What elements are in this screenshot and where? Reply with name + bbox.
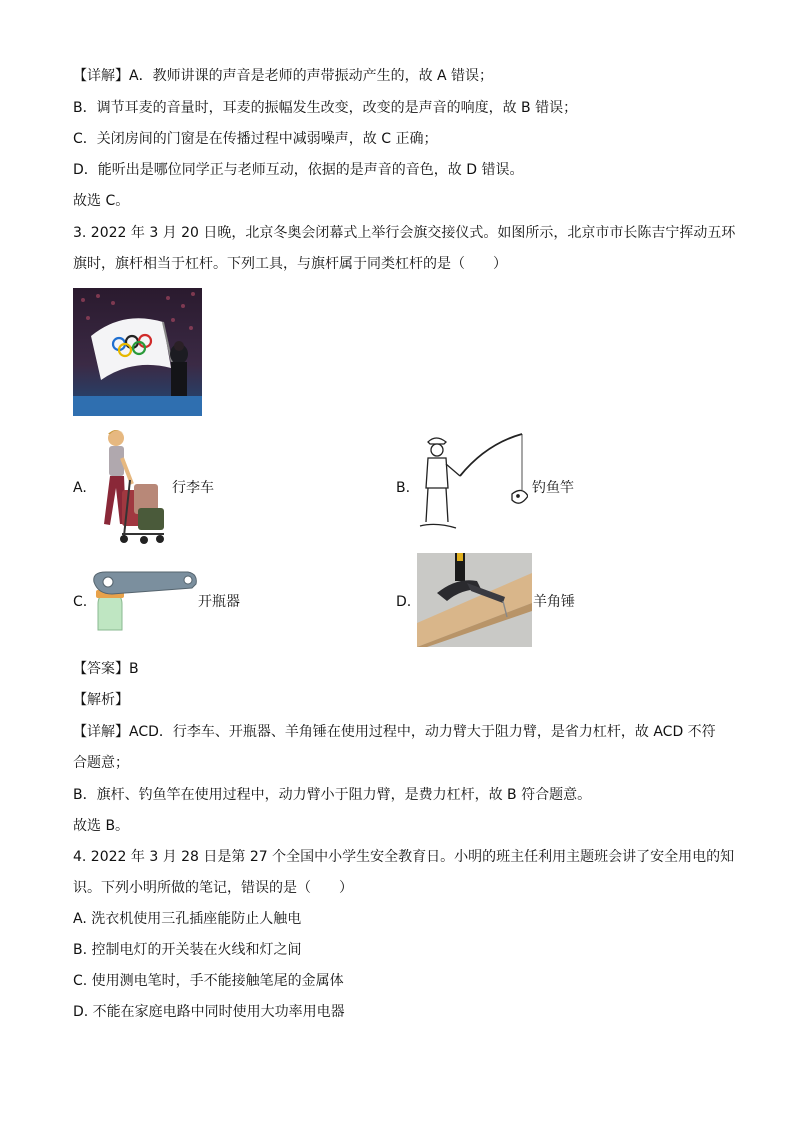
q3-stem-line-1: 3. 2022 年 3 月 20 日晚，北京冬奥会闭幕式上举行会旗交接仪式。如图所示，北京市市长陈吉宁挥动五环 — [73, 225, 736, 241]
q4-stem-line-1: 4. 2022 年 3 月 28 日是第 27 个全国中小学生安全教育日。小明的班主任利用主题班会讲了安全用电的知 — [73, 849, 735, 865]
q3-option-b-caption: 钓鱼竿 — [532, 480, 574, 496]
q4-option-d: D. 不能在家庭电路中同时使用大功率用电器 — [73, 1004, 345, 1020]
claw-hammer-picture — [417, 553, 532, 647]
prev-detail-a: 【详解】A．教师讲课的声音是老师的声带振动产生的，故 A 错误； — [73, 68, 494, 84]
olympic-flag-photo — [73, 288, 202, 416]
q3-option-b-letter: B. — [396, 480, 411, 496]
q4-option-c: C. 使用测电笔时，手不能接触笔尾的金属体 — [73, 973, 344, 989]
q3-option-d-caption: 羊角锤 — [533, 594, 575, 610]
q3-detail-line-1: 【详解】ACD．行李车、开瓶器、羊角锤在使用过程中，动力臂大于阻力臂，是省力杠杆，故 ACD 不符 — [73, 724, 716, 740]
q4-stem-line-2: 识。下列小明所做的笔记，错误的是（ ） — [73, 880, 353, 896]
q4-option-a: A. 洗衣机使用三孔插座能防止人触电 — [73, 911, 302, 927]
q3-detail-line-2: 合题意； — [73, 755, 129, 771]
q3-option-c-letter: C. — [73, 594, 88, 610]
prev-option-b: B．调节耳麦的音量时，耳麦的振幅发生改变，改变的是声音的响度，故 B 错误； — [73, 100, 578, 116]
fishing-rod-picture — [416, 430, 528, 538]
q3-analysis-heading: 【解析】 — [73, 692, 129, 708]
q4-option-b: B. 控制电灯的开关装在火线和灯之间 — [73, 942, 302, 958]
q3-option-d-letter: D. — [396, 594, 412, 610]
q3-option-c-caption: 开瓶器 — [198, 594, 240, 610]
q3-choose: 故选 B。 — [73, 818, 130, 834]
q3-answer: 【答案】B — [73, 661, 139, 677]
bottle-opener-picture — [92, 570, 198, 632]
q3-option-a-caption: 行李车 — [172, 480, 214, 496]
luggage-cart-picture — [94, 428, 168, 546]
q3-detail-line-3: B．旗杆、钓鱼竿在使用过程中，动力臂小于阻力臂，是费力杠杆，故 B 符合题意。 — [73, 787, 592, 803]
q3-option-a-letter: A. — [73, 480, 87, 496]
prev-option-c: C．关闭房间的门窗是在传播过程中减弱噪声，故 C 正确； — [73, 131, 438, 147]
q3-stem-line-2: 旗时，旗杆相当于杠杆。下列工具，与旗杆属于同类杠杆的是（ ） — [73, 256, 507, 272]
prev-choose: 故选 C。 — [73, 193, 130, 209]
prev-option-d: D．能听出是哪位同学正与老师互动，依据的是声音的音色，故 D 错误。 — [73, 162, 524, 178]
